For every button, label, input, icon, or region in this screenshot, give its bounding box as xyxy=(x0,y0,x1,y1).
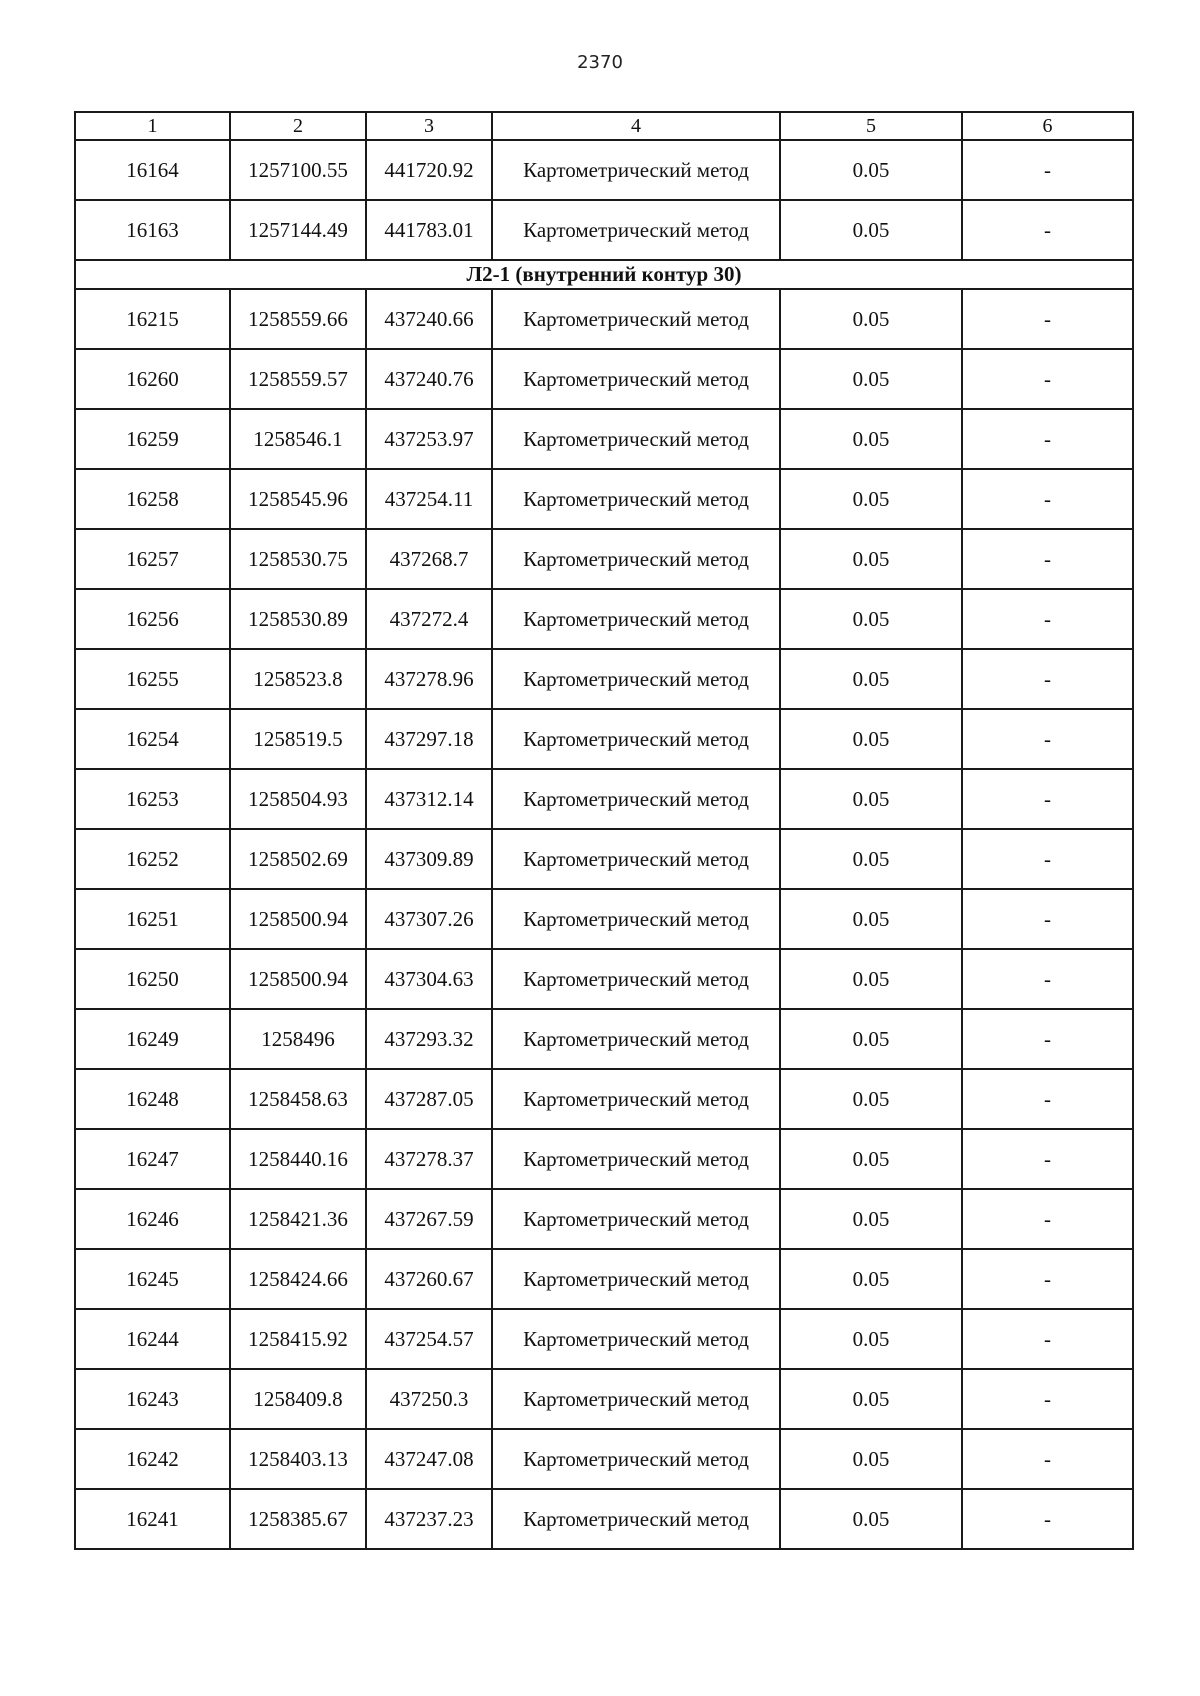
x-coordinate-cell: 1258424.66 xyxy=(230,1249,366,1309)
method-cell: Картометрический метод xyxy=(492,589,780,649)
section-title: Л2-1 (внутренний контур 30) xyxy=(75,260,1133,289)
table-row xyxy=(75,200,1133,260)
point-number-cell: 16257 xyxy=(75,529,230,589)
point-number-cell: 16248 xyxy=(75,1069,230,1129)
method-cell: Картометрический метод xyxy=(492,1069,780,1129)
table-row xyxy=(75,589,1133,649)
x-coordinate-cell: 1258523.8 xyxy=(230,649,366,709)
column-header-2: 2 xyxy=(230,112,366,140)
method-cell: Картометрический метод xyxy=(492,1009,780,1069)
method-cell: Картометрический метод xyxy=(492,529,780,589)
accuracy-cell: 0.05 xyxy=(780,949,962,1009)
description-cell: - xyxy=(962,529,1133,589)
x-coordinate-cell: 1257100.55 xyxy=(230,140,366,200)
accuracy-cell: 0.05 xyxy=(780,1309,962,1369)
point-number-cell: 16258 xyxy=(75,469,230,529)
accuracy-cell: 0.05 xyxy=(780,649,962,709)
accuracy-cell: 0.05 xyxy=(780,140,962,200)
x-coordinate-cell: 1258530.75 xyxy=(230,529,366,589)
y-coordinate-cell: 437312.14 xyxy=(366,769,492,829)
point-number-cell: 16251 xyxy=(75,889,230,949)
description-cell: - xyxy=(962,1069,1133,1129)
y-coordinate-cell: 441720.92 xyxy=(366,140,492,200)
description-cell: - xyxy=(962,1369,1133,1429)
y-coordinate-cell: 437309.89 xyxy=(366,829,492,889)
x-coordinate-cell: 1258530.89 xyxy=(230,589,366,649)
method-cell: Картометрический метод xyxy=(492,889,780,949)
x-coordinate-cell: 1258415.92 xyxy=(230,1309,366,1369)
point-number-cell: 16246 xyxy=(75,1189,230,1249)
accuracy-cell: 0.05 xyxy=(780,469,962,529)
y-coordinate-cell: 437268.7 xyxy=(366,529,492,589)
method-cell: Картометрический метод xyxy=(492,469,780,529)
description-cell: - xyxy=(962,289,1133,349)
table-row xyxy=(75,469,1133,529)
column-header-6: 6 xyxy=(962,112,1133,140)
table-row xyxy=(75,1309,1133,1369)
table-row xyxy=(75,889,1133,949)
y-coordinate-cell: 437254.57 xyxy=(366,1309,492,1369)
accuracy-cell: 0.05 xyxy=(780,1009,962,1069)
y-coordinate-cell: 437240.76 xyxy=(366,349,492,409)
accuracy-cell: 0.05 xyxy=(780,289,962,349)
table-row xyxy=(75,1009,1133,1069)
accuracy-cell: 0.05 xyxy=(780,889,962,949)
description-cell: - xyxy=(962,409,1133,469)
table-row xyxy=(75,769,1133,829)
accuracy-cell: 0.05 xyxy=(780,769,962,829)
y-coordinate-cell: 437253.97 xyxy=(366,409,492,469)
description-cell: - xyxy=(962,649,1133,709)
y-coordinate-cell: 441783.01 xyxy=(366,200,492,260)
coordinates-table xyxy=(74,111,1134,1550)
table-row xyxy=(75,409,1133,469)
description-cell: - xyxy=(962,709,1133,769)
x-coordinate-cell: 1258496 xyxy=(230,1009,366,1069)
x-coordinate-cell: 1258409.8 xyxy=(230,1369,366,1429)
method-cell: Картометрический метод xyxy=(492,140,780,200)
method-cell: Картометрический метод xyxy=(492,409,780,469)
table-row xyxy=(75,709,1133,769)
accuracy-cell: 0.05 xyxy=(780,1189,962,1249)
table-row xyxy=(75,1069,1133,1129)
description-cell: - xyxy=(962,1249,1133,1309)
description-cell: - xyxy=(962,469,1133,529)
table-row xyxy=(75,289,1133,349)
point-number-cell: 16253 xyxy=(75,769,230,829)
point-number-cell: 16255 xyxy=(75,649,230,709)
page-number: 2370 xyxy=(577,52,623,73)
method-cell: Картометрический метод xyxy=(492,649,780,709)
description-cell: - xyxy=(962,889,1133,949)
x-coordinate-cell: 1258403.13 xyxy=(230,1429,366,1489)
table-row xyxy=(75,649,1133,709)
point-number-cell: 16247 xyxy=(75,1129,230,1189)
y-coordinate-cell: 437237.23 xyxy=(366,1489,492,1549)
point-number-cell: 16256 xyxy=(75,589,230,649)
accuracy-cell: 0.05 xyxy=(780,589,962,649)
x-coordinate-cell: 1258440.16 xyxy=(230,1129,366,1189)
description-cell: - xyxy=(962,349,1133,409)
accuracy-cell: 0.05 xyxy=(780,529,962,589)
description-cell: - xyxy=(962,1309,1133,1369)
method-cell: Картометрический метод xyxy=(492,1309,780,1369)
method-cell: Картометрический метод xyxy=(492,1129,780,1189)
x-coordinate-cell: 1258500.94 xyxy=(230,949,366,1009)
accuracy-cell: 0.05 xyxy=(780,829,962,889)
x-coordinate-cell: 1258504.93 xyxy=(230,769,366,829)
description-cell: - xyxy=(962,1189,1133,1249)
y-coordinate-cell: 437260.67 xyxy=(366,1249,492,1309)
accuracy-cell: 0.05 xyxy=(780,1069,962,1129)
method-cell: Картометрический метод xyxy=(492,1249,780,1309)
description-cell: - xyxy=(962,829,1133,889)
table-row xyxy=(75,949,1133,1009)
x-coordinate-cell: 1258519.5 xyxy=(230,709,366,769)
x-coordinate-cell: 1258546.1 xyxy=(230,409,366,469)
description-cell: - xyxy=(962,1429,1133,1489)
point-number-cell: 16244 xyxy=(75,1309,230,1369)
method-cell: Картометрический метод xyxy=(492,1489,780,1549)
description-cell: - xyxy=(962,1489,1133,1549)
y-coordinate-cell: 437287.05 xyxy=(366,1069,492,1129)
description-cell: - xyxy=(962,769,1133,829)
x-coordinate-cell: 1258559.57 xyxy=(230,349,366,409)
accuracy-cell: 0.05 xyxy=(780,1129,962,1189)
header-row xyxy=(75,112,1133,140)
description-cell: - xyxy=(962,589,1133,649)
point-number-cell: 16215 xyxy=(75,289,230,349)
method-cell: Картометрический метод xyxy=(492,200,780,260)
description-cell: - xyxy=(962,140,1133,200)
x-coordinate-cell: 1258559.66 xyxy=(230,289,366,349)
y-coordinate-cell: 437278.96 xyxy=(366,649,492,709)
point-number-cell: 16254 xyxy=(75,709,230,769)
table-row xyxy=(75,140,1133,200)
point-number-cell: 16252 xyxy=(75,829,230,889)
table-row xyxy=(75,1189,1133,1249)
table-row xyxy=(75,529,1133,589)
description-cell: - xyxy=(962,1009,1133,1069)
method-cell: Картометрический метод xyxy=(492,949,780,1009)
description-cell: - xyxy=(962,1129,1133,1189)
accuracy-cell: 0.05 xyxy=(780,200,962,260)
y-coordinate-cell: 437254.11 xyxy=(366,469,492,529)
table-row xyxy=(75,1129,1133,1189)
point-number-cell: 16250 xyxy=(75,949,230,1009)
description-cell: - xyxy=(962,200,1133,260)
y-coordinate-cell: 437267.59 xyxy=(366,1189,492,1249)
table-row xyxy=(75,349,1133,409)
accuracy-cell: 0.05 xyxy=(780,1489,962,1549)
point-number-cell: 16245 xyxy=(75,1249,230,1309)
point-number-cell: 16259 xyxy=(75,409,230,469)
x-coordinate-cell: 1258545.96 xyxy=(230,469,366,529)
y-coordinate-cell: 437304.63 xyxy=(366,949,492,1009)
y-coordinate-cell: 437278.37 xyxy=(366,1129,492,1189)
accuracy-cell: 0.05 xyxy=(780,1249,962,1309)
y-coordinate-cell: 437307.26 xyxy=(366,889,492,949)
table-row xyxy=(75,1429,1133,1489)
x-coordinate-cell: 1257144.49 xyxy=(230,200,366,260)
method-cell: Картометрический метод xyxy=(492,1429,780,1489)
point-number-cell: 16242 xyxy=(75,1429,230,1489)
point-number-cell: 16164 xyxy=(75,140,230,200)
table-row xyxy=(75,1489,1133,1549)
method-cell: Картометрический метод xyxy=(492,769,780,829)
section-row xyxy=(75,260,1133,289)
y-coordinate-cell: 437240.66 xyxy=(366,289,492,349)
method-cell: Картометрический метод xyxy=(492,709,780,769)
y-coordinate-cell: 437297.18 xyxy=(366,709,492,769)
point-number-cell: 16249 xyxy=(75,1009,230,1069)
y-coordinate-cell: 437272.4 xyxy=(366,589,492,649)
column-header-5: 5 xyxy=(780,112,962,140)
y-coordinate-cell: 437247.08 xyxy=(366,1429,492,1489)
accuracy-cell: 0.05 xyxy=(780,709,962,769)
point-number-cell: 16260 xyxy=(75,349,230,409)
table-row xyxy=(75,1249,1133,1309)
x-coordinate-cell: 1258502.69 xyxy=(230,829,366,889)
column-header-3: 3 xyxy=(366,112,492,140)
accuracy-cell: 0.05 xyxy=(780,409,962,469)
x-coordinate-cell: 1258421.36 xyxy=(230,1189,366,1249)
column-header-4: 4 xyxy=(492,112,780,140)
accuracy-cell: 0.05 xyxy=(780,349,962,409)
method-cell: Картометрический метод xyxy=(492,1369,780,1429)
point-number-cell: 16163 xyxy=(75,200,230,260)
accuracy-cell: 0.05 xyxy=(780,1369,962,1429)
method-cell: Картометрический метод xyxy=(492,829,780,889)
y-coordinate-cell: 437250.3 xyxy=(366,1369,492,1429)
table-body xyxy=(75,140,1133,1549)
point-number-cell: 16241 xyxy=(75,1489,230,1549)
method-cell: Картометрический метод xyxy=(492,289,780,349)
accuracy-cell: 0.05 xyxy=(780,1429,962,1489)
method-cell: Картометрический метод xyxy=(492,1189,780,1249)
description-cell: - xyxy=(962,949,1133,1009)
table-row xyxy=(75,829,1133,889)
method-cell: Картометрический метод xyxy=(492,349,780,409)
y-coordinate-cell: 437293.32 xyxy=(366,1009,492,1069)
point-number-cell: 16243 xyxy=(75,1369,230,1429)
x-coordinate-cell: 1258385.67 xyxy=(230,1489,366,1549)
table-row xyxy=(75,1369,1133,1429)
x-coordinate-cell: 1258500.94 xyxy=(230,889,366,949)
x-coordinate-cell: 1258458.63 xyxy=(230,1069,366,1129)
column-header-1: 1 xyxy=(75,112,230,140)
